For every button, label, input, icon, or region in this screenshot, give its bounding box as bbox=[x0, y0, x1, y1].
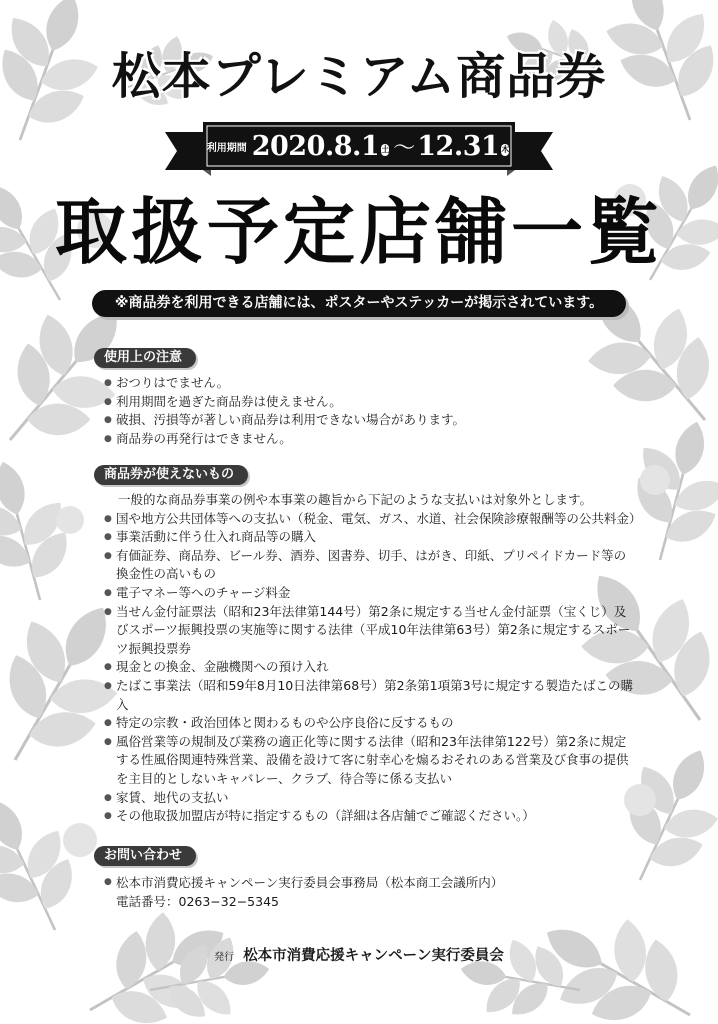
restrictions-intro: 一般的な商品券事業の例や本事業の趣旨から下記のような支払いは対象外とします。 bbox=[118, 492, 593, 507]
list-item: ● 国や地方公共団体等への支払い（税金、電気、ガス、水道、社会保険診療報酬等の公共料金） bbox=[104, 510, 634, 529]
list-item: ● 現金との換金、金融機関への預け入れ bbox=[104, 658, 634, 677]
start-day-badge: 土 bbox=[381, 145, 390, 154]
list-item: ● 有価証券、商品券、ビール券、酒券、図書券、切手、はがき、印紙、プリペイドカード等の換金性の高いもの bbox=[104, 547, 634, 584]
list-item: ● 電子マネー等へのチャージ料金 bbox=[104, 584, 634, 603]
period-start-date: 2020.8.1 bbox=[251, 130, 380, 162]
main-heading: 取扱予定店舗一覧 bbox=[54, 190, 663, 274]
list-item: ● たばこ事業法（昭和59年8月10日法律第68号）第2条第1項第3号に規定する製造たばこの購入 bbox=[104, 677, 634, 714]
list-item: ● 当せん金付証票法（昭和23年法律第144号）第2条に規定する当せん金付証票（宝くじ）及びスポーツ振興投票の実施等に関する法律（平成10年法律第63号）第2条に規定するスポーツ振興投票券 bbox=[104, 603, 634, 659]
end-day-badge: 木 bbox=[501, 145, 510, 154]
list-item: ● 破損、汚損等が著しい商品券は利用できない場合があります。 bbox=[104, 411, 634, 430]
contact-info bbox=[104, 873, 503, 911]
publisher-name: 松本市消費応援キャンペーン実行委員会 bbox=[243, 948, 504, 964]
list-item: ● おつりはでません。 bbox=[104, 374, 634, 393]
list-item: ● 家賃、地代の支払い bbox=[104, 789, 634, 808]
period-end-date: 12.31 bbox=[417, 130, 500, 162]
notice-bar: ※商品券を利用できる店舗には、ポスターやステッカーが掲示されています。 bbox=[92, 290, 626, 317]
period-text bbox=[207, 126, 511, 166]
list-item: ● 利用期間を過ぎた商品券は使えません。 bbox=[104, 393, 634, 412]
period-label: 利用期間 bbox=[206, 142, 247, 154]
contact-phone: 電話番号：0263−32−5345 bbox=[116, 894, 279, 909]
restrictions-list bbox=[104, 491, 642, 826]
list-item: ● 事業活動に伴う仕入れ商品等の購入 bbox=[104, 528, 634, 547]
period-separator: 〜 bbox=[393, 135, 416, 161]
contact-heading: お問い合わせ bbox=[94, 846, 196, 866]
usage-notes-list bbox=[104, 374, 634, 448]
usage-period-banner bbox=[165, 118, 553, 178]
contact-org: ● 松本市消費応援キャンペーン実行委員会事務局（松本商工会議所内） bbox=[104, 873, 503, 892]
restrictions-heading: 商品券が使えないもの bbox=[94, 465, 248, 485]
list-item: ● 商品券の再発行はできません。 bbox=[104, 430, 634, 449]
usage-notes-heading: 使用上の注意 bbox=[94, 348, 196, 368]
publisher-line bbox=[0, 944, 718, 965]
list-item: ● その他取扱加盟店が特に指定するもの（詳細は各店舗でご確認ください。） bbox=[104, 807, 634, 826]
poster-title: 松本プレミアム商品券 bbox=[111, 47, 607, 105]
list-item: ● 風俗営業等の規制及び業務の適正化等に関する法律（昭和23年法律第122号）第2条に規定する性風俗関連特殊営業、設備を設けて客に射幸心を煽るおそれのある営業及び食事の提供を主目的としないキャバレー、クラブ、待合等に係る支払い bbox=[104, 733, 634, 789]
list-item: ● 特定の宗教・政治団体と関わるものや公序良俗に反するもの bbox=[104, 714, 634, 733]
publisher-label: 発行 bbox=[214, 952, 235, 963]
